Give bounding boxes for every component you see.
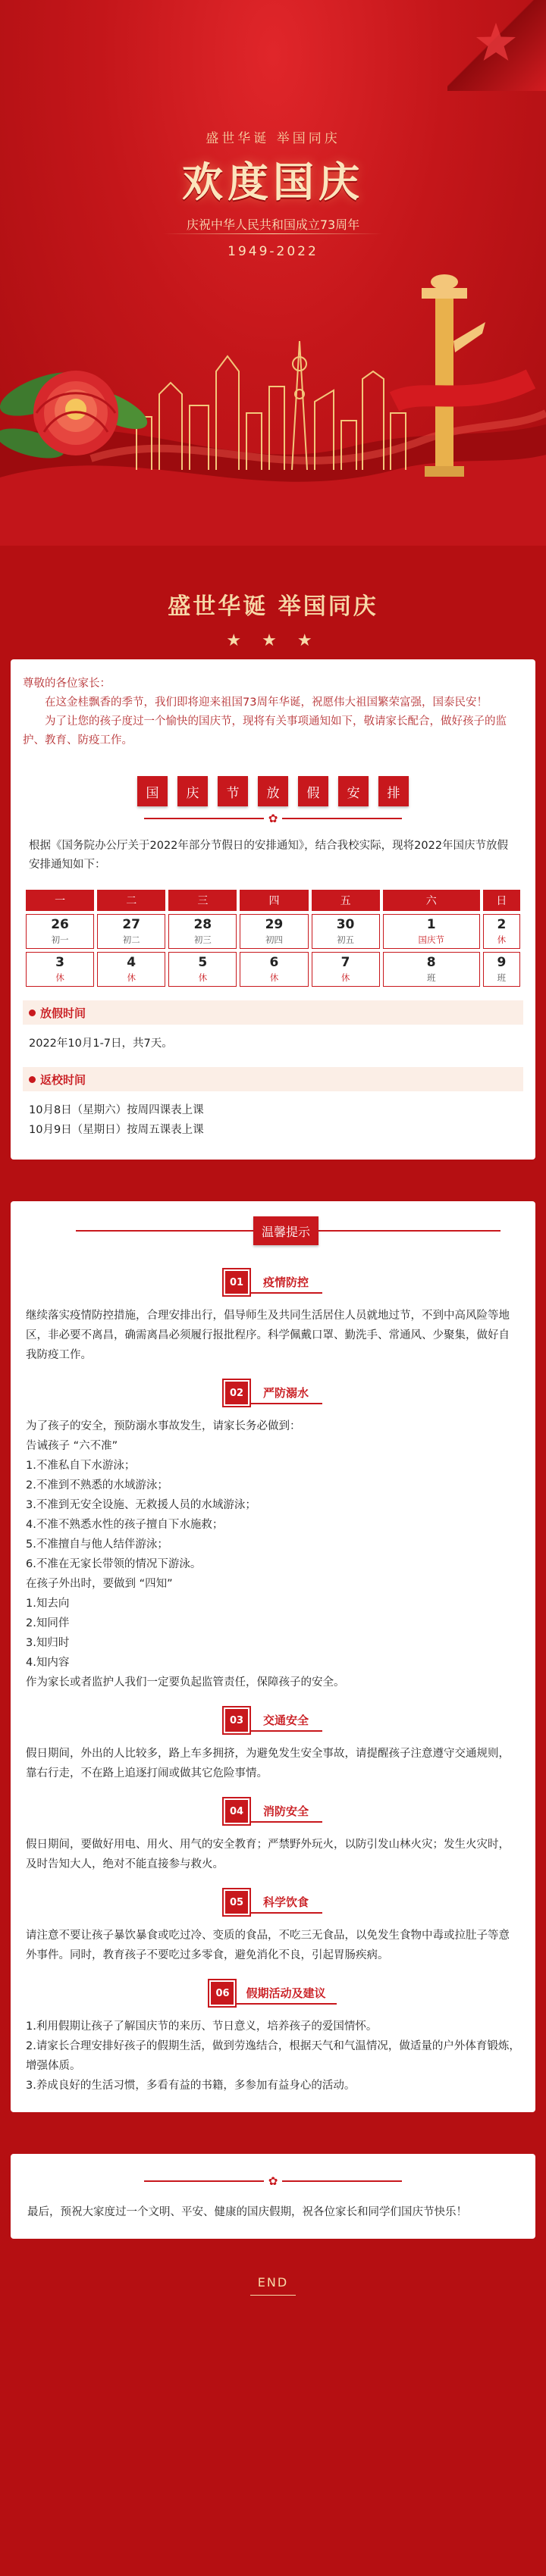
tip-line: 为了孩子的安全，预防溺水事故发生，请家长务必做到： xyxy=(26,1420,301,1432)
tip-section-title: 科学饮食 xyxy=(249,1891,322,1914)
tips-tag: 温馨提示 xyxy=(253,1216,318,1245)
tip-section-body xyxy=(23,1921,523,1965)
salutation: 尊敬的各位家长： xyxy=(23,678,111,690)
day-number: 2 xyxy=(497,917,507,932)
weekday-header: 六 xyxy=(383,890,480,911)
calendar-day xyxy=(312,914,380,949)
tip-section-heading xyxy=(23,1269,523,1295)
tip-section-title: 消防安全 xyxy=(249,1800,322,1823)
slogan-section xyxy=(0,546,546,659)
weekday-header: 三 xyxy=(168,890,237,911)
tip-line: 6.不准在无家长带领的情况下游泳。 xyxy=(26,1558,202,1570)
tip-section-body xyxy=(23,1301,523,1365)
tip-section-body xyxy=(23,1412,523,1692)
tip-line: 4.知内容 xyxy=(26,1657,70,1669)
end-text: END xyxy=(257,2275,289,2290)
hero-title: 欢度国庆 xyxy=(182,158,364,206)
return-line-1: 10月8日（星期六）按周四课表上课 xyxy=(29,1104,204,1116)
notice-intro: 根据《国务院办公厅关于2022年部分节假日的安排通知》，结合我校实际，现将2022年国庆节放假安排通知如下： xyxy=(29,840,509,871)
greeting-paragraph-2: 为了让您的孩子度过一个愉快的国庆节，现将有关事项通知如下，敬请家长配合，做好孩子的监护、教育、防疫工作。 xyxy=(23,715,507,747)
day-note: 休 xyxy=(198,972,208,983)
heading-char: 假 xyxy=(298,776,328,806)
tip-section-number: 01 xyxy=(224,1269,249,1295)
hero-top-line: 盛世华诞 举国同庆 xyxy=(206,131,340,146)
weekday-header: 二 xyxy=(97,890,165,911)
return-time-text xyxy=(23,1091,523,1143)
tip-section-number: 06 xyxy=(209,1980,235,2006)
hero-banner xyxy=(0,0,546,546)
tip-line: 5.不准擅自与他人结伴游泳； xyxy=(26,1538,168,1551)
greeting-paragraph-1: 在这金桂飘香的季节，我们即将迎来祖国73周年华诞，祝愿伟大祖国繁荣富强，国泰民安！ xyxy=(45,696,488,709)
tip-line: 继续落实疫情防控措施，合理安排出行，倡导师生及共同生活居住人员就地过节，不到中高风险等地区，非必要不离昌，确需离昌必须履行报批程序。科学佩戴口罩、勤洗手、常通风、少聚集，做好自我防疫工作。 xyxy=(26,1310,510,1361)
day-note: 初一 xyxy=(51,934,69,945)
day-number: 1 xyxy=(426,917,436,932)
return-line-2: 10月9日（星期日）按周五课表上课 xyxy=(29,1124,204,1136)
return-time-label xyxy=(23,1067,523,1091)
day-note: 休 xyxy=(269,972,279,983)
day-number: 9 xyxy=(497,955,507,970)
end-footer xyxy=(0,2239,546,2330)
heading-char: 安 xyxy=(338,776,369,806)
calendar-day xyxy=(312,952,380,987)
tip-section-body xyxy=(23,2012,523,2096)
tip-line: 在孩子外出时，要做到 “四知” xyxy=(26,1578,173,1590)
heading-char: 排 xyxy=(378,776,409,806)
tip-line: 2.请家长合理安排好孩子的假期生活，做到劳逸结合，根据天气和气温情况，做适量的户外体育锻炼，增强体质。 xyxy=(26,2040,520,2072)
calendar-day xyxy=(97,914,165,949)
stars-icon: ★ ★ ★ xyxy=(226,631,320,650)
day-number: 29 xyxy=(265,917,284,932)
calendar-day xyxy=(26,914,94,949)
weekday-header: 五 xyxy=(312,890,380,911)
tip-section-title: 交通安全 xyxy=(249,1709,322,1732)
calendar-day xyxy=(26,952,94,987)
divider xyxy=(163,233,383,234)
weekday-header: 日 xyxy=(483,890,520,911)
calendar-day xyxy=(383,914,480,949)
return-label-text: 返校时间 xyxy=(40,1072,86,1087)
calendar-row xyxy=(26,914,520,949)
tips-sections xyxy=(23,1269,523,2096)
heading-char: 国 xyxy=(137,776,168,806)
heading-divider xyxy=(23,811,523,826)
hero-subtitle: 庆祝中华人民共和国成立73周年 xyxy=(186,218,360,232)
calendar-day xyxy=(483,952,520,987)
tip-line: 4.不准不熟悉水性的孩子擅自下水施救； xyxy=(26,1519,224,1531)
tip-line: 1.利用假期让孩子了解国庆节的来历、节日意义，培养孩子的爱国情怀。 xyxy=(26,2020,378,2033)
day-note: 班 xyxy=(497,972,507,983)
calendar-day xyxy=(168,952,237,987)
closing-divider xyxy=(23,2174,523,2189)
day-note: 休 xyxy=(127,972,136,983)
tips-heading xyxy=(23,1216,523,1254)
calendar-day xyxy=(483,914,520,949)
tip-section-number: 04 xyxy=(224,1798,249,1824)
bullet-dot-icon xyxy=(29,1076,36,1083)
tip-section-number: 02 xyxy=(224,1380,249,1406)
tip-line: 2.知同伴 xyxy=(26,1617,70,1629)
day-note: 初三 xyxy=(193,934,212,945)
calendar-day xyxy=(240,914,308,949)
day-number: 27 xyxy=(122,917,141,932)
tip-section-heading xyxy=(23,1980,523,2006)
greeting xyxy=(23,675,523,750)
calendar-row xyxy=(26,952,520,987)
tip-section-number: 05 xyxy=(224,1889,249,1915)
calendar-body xyxy=(26,914,520,987)
day-number: 7 xyxy=(340,955,350,970)
day-note: 休 xyxy=(55,972,64,983)
tips-card xyxy=(11,1201,535,2112)
tip-section-body xyxy=(23,1739,523,1783)
day-note: 国庆节 xyxy=(418,934,444,945)
tip-line: 请注意不要让孩子暴饮暴食或吃过冷、变质的食品，不吃三无食品，以免发生食物中毒或拉肚子等意外事件。同时，教育孩子不要吃过多零食，避免消化不良，引起胃肠疾病。 xyxy=(26,1930,510,1961)
bullet-dot-icon xyxy=(29,1009,36,1016)
day-number: 5 xyxy=(198,955,208,970)
notice-heading xyxy=(23,776,523,806)
weekday-header: 四 xyxy=(240,890,308,911)
star-icon xyxy=(475,21,517,64)
heading-char: 节 xyxy=(218,776,248,806)
tip-section-title: 严防溺水 xyxy=(249,1382,322,1404)
divider xyxy=(250,2295,296,2296)
tip-line: 2.不准到不熟悉的水域游泳； xyxy=(26,1479,168,1491)
tip-line: 假日期间，外出的人比较多，路上车多拥挤，为避免发生安全事故，请提醒孩子注意遵守交通规则，靠右行走，不在路上追逐打闹或做其它危险事情。 xyxy=(26,1748,510,1779)
tip-line: 1.不准私自下水游泳； xyxy=(26,1460,136,1472)
tip-section-title: 假期活动及建议 xyxy=(235,1982,336,2005)
weekday-header: 一 xyxy=(26,890,94,911)
calendar-day xyxy=(168,914,237,949)
tip-line: 作为家长或者监护人我们一定要负起监管责任，保障孩子的安全。 xyxy=(26,1676,345,1689)
heading-char: 放 xyxy=(258,776,288,806)
tip-section-number: 03 xyxy=(224,1707,249,1733)
day-note: 休 xyxy=(340,972,350,983)
day-note: 班 xyxy=(426,972,436,983)
calendar-day xyxy=(383,952,480,987)
day-number: 8 xyxy=(426,955,436,970)
day-number: 28 xyxy=(193,917,212,932)
holiday-calendar xyxy=(23,887,523,990)
heading-char: 庆 xyxy=(177,776,208,806)
day-number: 4 xyxy=(127,955,136,970)
tip-line: 3.养成良好的生活习惯，多看有益的书籍，多参加有益身心的活动。 xyxy=(26,2080,356,2092)
tip-section-heading xyxy=(23,1380,523,1406)
tip-section-body xyxy=(23,1830,523,1874)
tip-line: 告诫孩子 “六不准” xyxy=(26,1440,118,1452)
tip-section-heading xyxy=(23,1889,523,1915)
flower-icon: ✿ xyxy=(264,2174,282,2189)
day-number: 3 xyxy=(55,955,64,970)
day-number: 30 xyxy=(336,917,355,932)
day-number: 26 xyxy=(51,917,69,932)
day-note: 休 xyxy=(497,934,507,945)
hero-years: 1949-2022 xyxy=(228,244,318,259)
tip-line: 假日期间，要做好用电、用火、用气的安全教育；严禁野外玩火，以防引发山林火灾；发生火灾时，及时告知大人，绝对不能直接参与救火。 xyxy=(26,1839,510,1870)
day-number: 6 xyxy=(269,955,279,970)
closing-text: 最后，预祝大家度过一个文明、平安、健康的国庆假期，祝各位家长和同学们国庆节快乐！ xyxy=(27,2206,467,2218)
calendar-day xyxy=(97,952,165,987)
closing-card xyxy=(11,2154,535,2239)
day-note: 初四 xyxy=(265,934,283,945)
notice-card xyxy=(11,659,535,1160)
day-note: 初五 xyxy=(337,934,355,945)
holiday-time-text: 2022年10月1-7日，共7天。 xyxy=(29,1038,173,1050)
day-note: 初二 xyxy=(122,934,140,945)
slogan-text: 盛世华诞 举国同庆 xyxy=(168,593,378,620)
holiday-time-label xyxy=(23,1000,523,1025)
tip-line: 3.知归时 xyxy=(26,1637,70,1649)
tip-line: 1.知去向 xyxy=(26,1598,70,1610)
flower-icon: ✿ xyxy=(264,811,282,826)
hero-illustration xyxy=(0,250,546,546)
holiday-label-text: 放假时间 xyxy=(40,1006,86,1020)
tip-section-heading xyxy=(23,1707,523,1733)
calendar-day xyxy=(240,952,308,987)
tip-line: 3.不准到无安全设施、无救援人员的水域游泳； xyxy=(26,1499,256,1511)
tip-section-title: 疫情防控 xyxy=(249,1271,322,1294)
tip-section-heading xyxy=(23,1798,523,1824)
